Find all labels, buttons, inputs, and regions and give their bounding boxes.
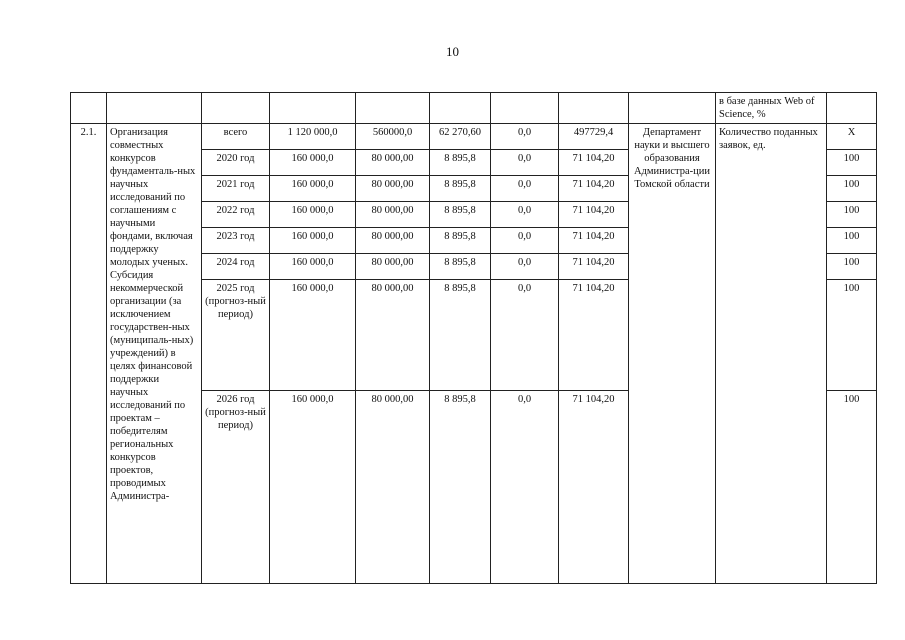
- period-cell: 2026 год (прогноз-ный период): [202, 391, 270, 584]
- extra-cell: 71 104,20: [559, 280, 629, 391]
- program-measures-table: [70, 92, 877, 584]
- local-cell: 0,0: [491, 254, 559, 280]
- target-value-cell: 100: [827, 176, 877, 202]
- regional-cell: 8 895,8: [430, 202, 491, 228]
- indicator-header-cell: в базе данных Web of Science, %: [716, 93, 827, 124]
- indicator-cell: Количество поданных заявок, ед.: [716, 124, 827, 584]
- federal-cell: 80 000,00: [356, 150, 430, 176]
- executor-cell: Департамент науки и высшего образования Администра-ции Томской области: [629, 124, 716, 584]
- local-cell: 0,0: [491, 228, 559, 254]
- period-cell: 2024 год: [202, 254, 270, 280]
- measure-number-cell: 2.1.: [71, 124, 107, 584]
- regional-cell: 62 270,60: [430, 124, 491, 150]
- local-cell: 0,0: [491, 124, 559, 150]
- total-cell: 160 000,0: [270, 176, 356, 202]
- total-cell: 160 000,0: [270, 228, 356, 254]
- page-number: 10: [446, 44, 459, 59]
- extra-cell: 71 104,20: [559, 150, 629, 176]
- table-top-row: [71, 93, 877, 124]
- total-cell: 160 000,0: [270, 280, 356, 391]
- local-cell: 0,0: [491, 150, 559, 176]
- federal-cell: 80 000,00: [356, 228, 430, 254]
- regional-cell: 8 895,8: [430, 280, 491, 391]
- period-cell: 2022 год: [202, 202, 270, 228]
- local-cell: 0,0: [491, 391, 559, 584]
- target-value-cell: 100: [827, 202, 877, 228]
- total-cell: 160 000,0: [270, 150, 356, 176]
- federal-cell: 80 000,00: [356, 176, 430, 202]
- regional-cell: 8 895,8: [430, 228, 491, 254]
- total-cell: 1 120 000,0: [270, 124, 356, 150]
- local-cell: 0,0: [491, 202, 559, 228]
- target-value-cell: 100: [827, 150, 877, 176]
- total-cell: 160 000,0: [270, 254, 356, 280]
- period-cell: всего: [202, 124, 270, 150]
- total-cell: 160 000,0: [270, 202, 356, 228]
- regional-cell: 8 895,8: [430, 176, 491, 202]
- extra-cell: 71 104,20: [559, 391, 629, 584]
- target-value-cell: 100: [827, 391, 877, 584]
- table-row: [71, 124, 877, 150]
- extra-cell: 497729,4: [559, 124, 629, 150]
- extra-cell: 71 104,20: [559, 176, 629, 202]
- federal-cell: 80 000,00: [356, 202, 430, 228]
- regional-cell: 8 895,8: [430, 254, 491, 280]
- extra-cell: 71 104,20: [559, 202, 629, 228]
- regional-cell: 8 895,8: [430, 391, 491, 584]
- federal-cell: 560000,0: [356, 124, 430, 150]
- target-value-cell: 100: [827, 254, 877, 280]
- period-cell: 2020 год: [202, 150, 270, 176]
- extra-cell: 71 104,20: [559, 228, 629, 254]
- total-cell: 160 000,0: [270, 391, 356, 584]
- extra-cell: 71 104,20: [559, 254, 629, 280]
- period-cell: 2021 год: [202, 176, 270, 202]
- federal-cell: 80 000,00: [356, 254, 430, 280]
- federal-cell: 80 000,00: [356, 280, 430, 391]
- local-cell: 0,0: [491, 176, 559, 202]
- measure-name-cell: Организация совместных конкурсов фундаменталь-ных научных исследований по соглашениям с научными фондами, включая поддержку молодых ученых. Субсидия некоммерческой организации (за исключением государствен-ных (муниципаль-ных) учреждений) в целях финансовой поддержки научных исследований по проектам – победителям региональных конкурсов проектов, проводимых Администра-: [107, 124, 202, 584]
- period-cell: 2025 год (прогноз-ный период): [202, 280, 270, 391]
- target-value-cell: Х: [827, 124, 877, 150]
- target-value-cell: 100: [827, 280, 877, 391]
- local-cell: 0,0: [491, 280, 559, 391]
- period-cell: 2023 год: [202, 228, 270, 254]
- federal-cell: 80 000,00: [356, 391, 430, 584]
- regional-cell: 8 895,8: [430, 150, 491, 176]
- target-value-cell: 100: [827, 228, 877, 254]
